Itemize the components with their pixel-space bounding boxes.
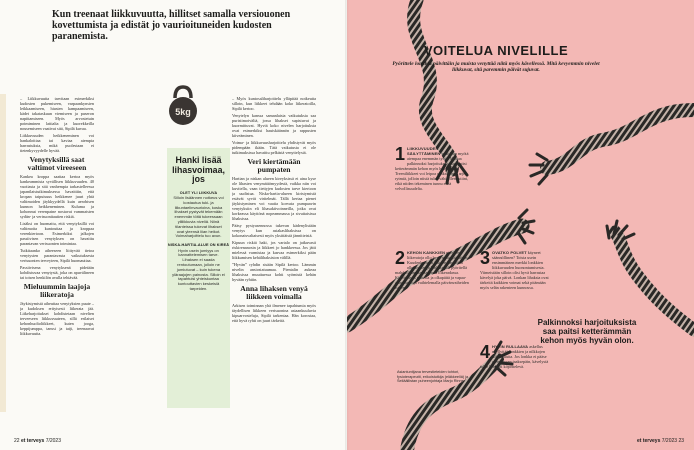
- numbered-tip-1: [395, 146, 469, 191]
- box-ingress: Pyörittele lonkkia päivittäin ja muista venyttää niitä myös kävellessä. Mitä kevyemmin nivelet liikkuvat, sitä paremmin päivät sujuvat.: [392, 61, 600, 74]
- paragraph: Liikkuvuuden heikkeneminen voi hankaloittaa tai kaviaa aiempia harrastuksia, mikä puolestaan ei tietenkyvyydelle hyvää.: [20, 133, 94, 153]
- paragraph: Arkisen toiminnan yhä ilmenee tapahtumia myös täydellisen liikkeen verisuonina asiaankuuluvia kipuarvosteluja, Sipilä tarkentaa. Hän korostaa, että hyvä ryhti on juuri tärkeitä.: [232, 303, 316, 323]
- paragraph: Lisäksi on huomattu, että venytyksillä voi valtimoita kuntouttaa ja kroppaa verenkiertoon. Esimerkiksi jalkojen passiivisen venytyksen on havaittu parantavan verisuonten toimintaa.: [20, 221, 94, 246]
- tip-number: 1: [395, 144, 406, 164]
- paragraph: Passiivisena venytyksenä pidetään kohdistuvaa venytystä, joka on apuvälineen tai toisen henkilön avulla tehtävää.: [20, 265, 94, 280]
- tip-number: 2: [395, 248, 406, 268]
- paragraph: Hartian ja niskan alueen kireyksissä ei aina kyse ole lihasten venymättömyydestä, vaikka niin voi kuvitella, vaan tiettyjen kudosten tarve kiertoon ja uudistua. Niska-hartia-alueen kiristymistä estävät syvät viritelmät. Tällä kertaa pienet jäykistyminen voi vaatia korvata pumpaavin venytyksiin eli lihasaktivoinneilla, jotka ovat korkeassa käyttönä nopeammassa ja sivuttaisissa lihaksissa.: [232, 176, 316, 221]
- spread-gutter: [345, 0, 349, 450]
- right-page: [347, 0, 694, 450]
- sidebar-text: Silloin lisäännen notkeus voi kostautua tuki- ja liikuntaelinvaurioina, koska lihakset pystyvät tekemään enemmän töitä tukeessaan yliliikkuvia niveliä. Niinä tilanteissa tukevat lihakset ovat yleensä liian heikot. Voimaharjoittelu tuo avun.: [173, 195, 224, 239]
- tip-text: vaatii ian myötä aiempaa enemmän työtä. Muttaa palkinnoksi harjoituksista saa paitsi ketterämmän kehon myös hyvän olon. Treeniliikkeet voi leipoa osaksi omaa arjen rytmiä, jolloin niistä tulee vähitellen rutiini, eikä niiden tekeminen tunnu enää velvollisuudelta.: [395, 151, 469, 191]
- left-page-margin-strip: [0, 94, 6, 412]
- subheading: Anna lihaksen venyä liikkeen voimalla: [240, 284, 308, 301]
- issue-number: 7/2023: [661, 438, 678, 444]
- tip-title: LIIKKUVUUDEN SÄILYTTÄMINEN: [407, 146, 441, 156]
- column-1: [20, 96, 94, 416]
- subheading: Veri kiertämään pumpaten: [247, 157, 301, 174]
- page-footer-right: [637, 438, 684, 444]
- paragraph: Voima- ja liikkuvuusharjoittelu yhdistyvät myös pidempään ikään. Tätä vaikutusta ei ole tutkimuksissa havaittu pelkästä venyttelystä.: [232, 140, 316, 155]
- paragraph: Kipuun riskiä haki, jos vartalo on jatkuvasti riskirenanosin ja liikkeet jo hankkeessa. Jos jätti mielessä varmistaa ja kasvaa esimerkiksi pään liikkumisen kehälihaksiston välillä.: [232, 240, 316, 260]
- kettlebell-icon: [166, 84, 200, 128]
- page-number: 23: [678, 438, 684, 444]
- paragraph: ”Hyvän” ryhdin sisään Sipilä kertoo. Lämmin nivelin ansiostatuumaa. Pientalin aukeaa lihaksissa muuttuessa kohti syömistä kehän hyvään ryhtiin.: [232, 262, 316, 282]
- numbered-tip-4: [480, 344, 554, 369]
- right-pull-quote: Palkinnoksi harjoituksista saa paitsi ketterämmän kehon myös hyvän olon.: [537, 318, 637, 345]
- numbered-tip-3: [480, 250, 554, 290]
- paragraph: – Liikkuvuutta tarvitaan esimerkiksi kudosten pukemiseen, varpaankynsien leikkaamiseen, hiusten kampaamiseen, kädet takataskuun viemiseen ja puseron napittamiseen. Myös arvostetuin poimiminen lattialta ja kuorekkeilla nousemiseen vaativat sitä, Sipilä kuvaa.: [20, 96, 94, 131]
- column-3: [232, 96, 316, 424]
- page-footer-left: [14, 438, 61, 444]
- sidebar-heading: NISKA-HARTIA-ALUE ON KIREÄ: [167, 243, 230, 248]
- paragraph: Jäykistymistä aiheuttaa venytyksien puute – ja kudoksen erityisesti liikerata jää. Liikeharjoitukset kohdistetaan nivelten terveeseen liikkuvuuteen, sillä erilaiset kehonhuoltoliikkeet, kuten jooga, keppijumppa, tanssi ja taiji, treenaavat liikkuvuutta.: [20, 301, 94, 336]
- tip-text: askellus edellyttää lonkkien ja nilkkojen liikkuvuutta. Jos lonkka ei pääse ojentumaan taaksepäin, kävelystä tulee helposti köpöttelevä.: [480, 344, 549, 369]
- subheading: Venytyksillä saat valtimot vireeseen: [27, 155, 87, 172]
- tip-title: HYVIN RULLAAVA: [492, 344, 529, 349]
- tip-text: nivelten liikeratoja ollo hyvä avata päivittäin. Kuudenkympin jälkeen varsinkin olkanivelet ja lonkkia tuli pyöritellä mahdollisimman laajassa liikeradassa. Kierrä myös ranteita ja olkapäitä ja vapaa-ajan asentoja vaihtelemalla päivänvaiheiden istuen.: [395, 250, 469, 290]
- pull-quote: Hanki lisää lihasvoimaa, jos: [172, 155, 225, 184]
- page-number: 22: [14, 438, 20, 444]
- expert-credit: Asiantuntijana tervestieteiden tohtori, fysioterapeutti, erikoistutkija (eläkkeellä) ja Seiläällistan puheenjohtaja Marjo Rinne.: [397, 370, 469, 384]
- magazine-name: et terveys: [20, 438, 45, 444]
- paragraph: Tutkitaanko aiheeseen liittyvää tietoa venytysten parantavasta vaikutuksesta verisuonten terveyteen, Sipilä huomauttaa.: [20, 248, 94, 263]
- tip-text: käyneet säännöllinen? Toista usein ensimmäinen merkki lonkkien liikkuvuuden huonontumisesta. Viimeistään silloin olisi hyvä harrastaa kävelyä joka päivä. Lonkan lihaksia ovat tärkeitä kaikkien voimat sekä pitämään myös selän rakenteen kunnossa.: [480, 250, 549, 290]
- box-title: VOITELUA NIVELILLE: [423, 43, 569, 58]
- paragraph: Venytelyn kanssa samanlaisia vaikutuksia saa puristimoiväliä, jossa lihakset supistuvat ja kuormittuvat. Hyviä koko nivelen harjoituksia ovat esimerkiksi hauiskäännön ja rappusten kiiveäminen.: [232, 113, 316, 138]
- svg-text:5kg: 5kg: [175, 107, 191, 117]
- paragraph: – Myös kuntosaliharjoittelu ylläpitää notkeutta silloin, kun liikkeet tehdään koko liikeratoilla, Sipilä kertoo.: [232, 96, 316, 111]
- magazine-name: et terveys: [637, 438, 661, 444]
- tip-title: OVATKO POLVET: [492, 250, 527, 255]
- paragraph: Kankea kroppa saattaa kertoa myös kankeammista syvällisen liikkuvuuden. 40 vuotiasta ja sitä vanhempia tarkastelleessa japanilaistutkimuksessa havaittiin, että kropan taipuisuus heikkenee juuri yhtä valtimoiden jäykkyydellä kuin aerobisen kunnon heikkeneminen. Kuluma ja kohonnut verenpaine nostavat vammaisten sydän- ja verisuonitautien riskiä.: [20, 174, 94, 219]
- paragraph: Pääsy pystyasennossa tukevan kädenylistään venytys kun asiakaslihaksissa on kokonaisvaltaisesti myös yksittäistä jännitteistä.: [232, 223, 316, 238]
- box-header: [386, 43, 606, 74]
- subheading: Mieluummin laajoja liikeratoja: [23, 282, 91, 299]
- issue-number: 7/2023: [45, 438, 61, 444]
- sidebar-box: [167, 148, 230, 408]
- sidebar-text: Hyvin usein jumiyys on kannattelemisen tarve. Lihaksen ei saada rentoutumaan, jolloin ne jumiutuvat – kuin tukena yläraajojen painosta. Silloin ei tapahtuisi yhteiskuntaa kuntouttavien keskeisiä tarpeiden.: [172, 247, 225, 292]
- sidebar-heading: OLET YLI LIIKKUVA: [179, 190, 218, 195]
- article-headline: Kun treenaat liikkuvuutta, hillitset samalla versiouonen kovettumista ja edistät jo vaurioituneiden kudosten paranemista.: [52, 9, 291, 42]
- tip-title: KEHON KANKKIEN: [407, 250, 446, 255]
- numbered-tip-2: [395, 250, 469, 290]
- tip-number: 3: [480, 248, 491, 268]
- tip-number: 4: [480, 342, 491, 362]
